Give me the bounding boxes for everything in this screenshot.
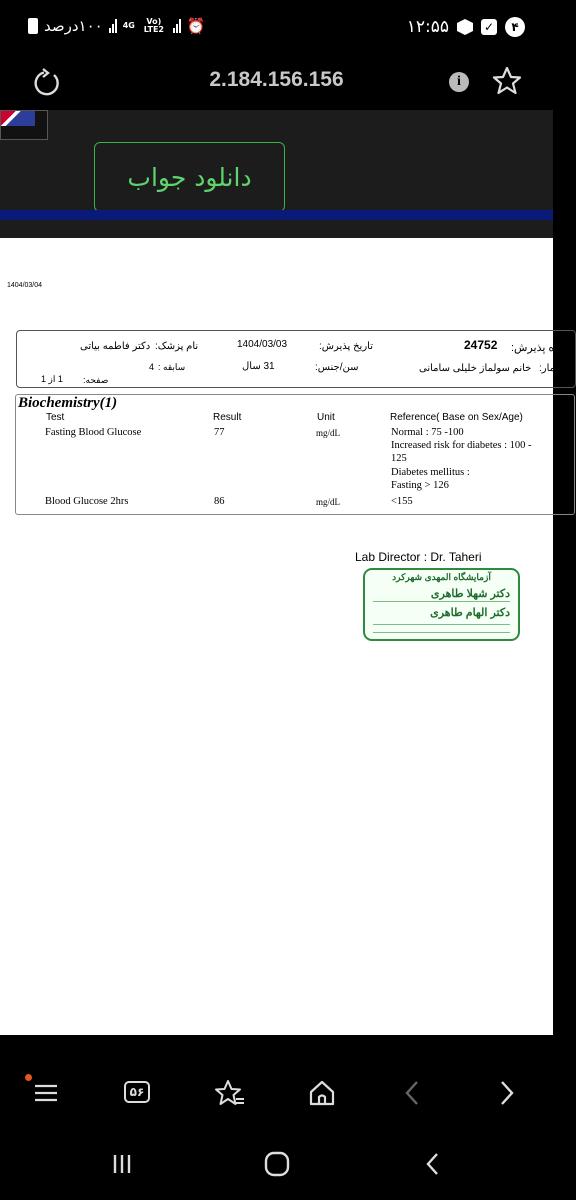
biochemistry-section [15, 394, 575, 515]
battery-icon [28, 18, 38, 34]
signal-icon [109, 19, 117, 33]
browser-toolbar [0, 1035, 553, 1125]
network-type: 4G [122, 21, 135, 30]
signal-icon-2 [173, 19, 181, 33]
row1-test: Fasting Blood Glucose [45, 427, 142, 438]
row1-ref-1: Normal : 75 -100 [391, 427, 464, 438]
notification-badge: ۴ [505, 17, 525, 37]
reception-no-label: اره پذیرش: [511, 342, 563, 354]
home-icon[interactable] [306, 1077, 338, 1109]
row2-ref-1: <155 [391, 496, 413, 507]
bookmark-star-icon[interactable] [214, 1077, 246, 1109]
patient-header-box [16, 330, 576, 388]
volte-indicator: Vo) LTE2 [143, 17, 164, 34]
stamp-line-2: دکتر شهلا طاهری [430, 588, 510, 600]
tabs-icon[interactable]: ۵۶ [124, 1081, 150, 1103]
header-band [0, 210, 553, 220]
col-test: Test [46, 412, 65, 423]
home-nav-icon[interactable] [262, 1149, 292, 1179]
row1-ref-2: Increased risk for diabetes : 100 - [391, 440, 532, 451]
page-header [0, 110, 553, 238]
reception-date-label: تاریخ پذیرش: [319, 341, 373, 352]
row1-unit: mg/dL [316, 428, 340, 438]
row1-ref-3: 125 [391, 453, 407, 464]
patient-label: بیمار: [539, 363, 562, 374]
reception-no: 24752 [464, 338, 498, 352]
history-label: سابقه : [158, 362, 186, 372]
forward-arrow-icon[interactable] [490, 1077, 522, 1109]
row2-test: Blood Glucose 2hrs [45, 496, 129, 507]
stamp-line-3: دکتر الهام طاهری [430, 607, 510, 619]
page-number: 1 از 1 [41, 374, 63, 384]
doctor-label: نام پزشک: [155, 341, 199, 352]
history-value: 4 [149, 362, 155, 372]
patient-name: خانم سولماز خلیلی سامانی [419, 363, 532, 374]
status-right-group [407, 17, 525, 37]
star-icon[interactable] [490, 64, 524, 98]
flag-thumbnail [0, 110, 48, 140]
lab-stamp [363, 568, 520, 641]
page-label: صفحه: [83, 375, 109, 385]
status-left-group [28, 17, 206, 35]
download-result-button[interactable]: دانلود جواب [94, 142, 285, 212]
col-result: Result [213, 412, 242, 423]
system-navigation [0, 1125, 553, 1200]
browser-url-bar [0, 58, 553, 110]
info-icon[interactable]: i [449, 72, 469, 92]
col-reference: Reference( Base on Sex/Age) [390, 412, 523, 423]
age-value: 31 سال [242, 361, 275, 372]
row1-ref-5: Fasting > 126 [391, 480, 449, 491]
checkbox-icon: ✓ [481, 19, 497, 35]
shield-icon [457, 19, 473, 35]
alarm-icon: ⏰ [186, 17, 206, 35]
print-date: 1404/03/04 [7, 282, 43, 289]
section-title: Biochemistry(1) [18, 395, 118, 411]
reception-date: 1404/03/03 [237, 339, 288, 350]
stamp-line-1: آزمایشگاه المهدی شهرکرد [392, 572, 491, 582]
row2-result: 86 [214, 496, 225, 507]
col-unit: Unit [317, 412, 335, 423]
back-nav-icon[interactable] [418, 1149, 448, 1179]
clock: ۱۲:۵۵ [406, 17, 449, 37]
row1-result: 77 [214, 427, 225, 438]
row1-ref-4: Diabetes mellitus : [391, 467, 470, 478]
status-bar [0, 0, 553, 58]
doctor-name: دکتر فاطمه بیاتی [80, 341, 151, 352]
lab-director: Lab Director : Dr. Taheri [355, 550, 482, 564]
menu-icon[interactable] [30, 1077, 62, 1109]
url-text[interactable]: 2.184.156.156 [209, 68, 344, 91]
back-arrow-icon[interactable] [397, 1077, 429, 1109]
row2-unit: mg/dL [316, 497, 340, 507]
age-sex-label: سن/جنس: [315, 362, 359, 373]
battery-text: ۱۰۰درصد [44, 17, 103, 35]
lab-report [0, 238, 563, 1035]
recents-icon[interactable] [107, 1149, 137, 1179]
